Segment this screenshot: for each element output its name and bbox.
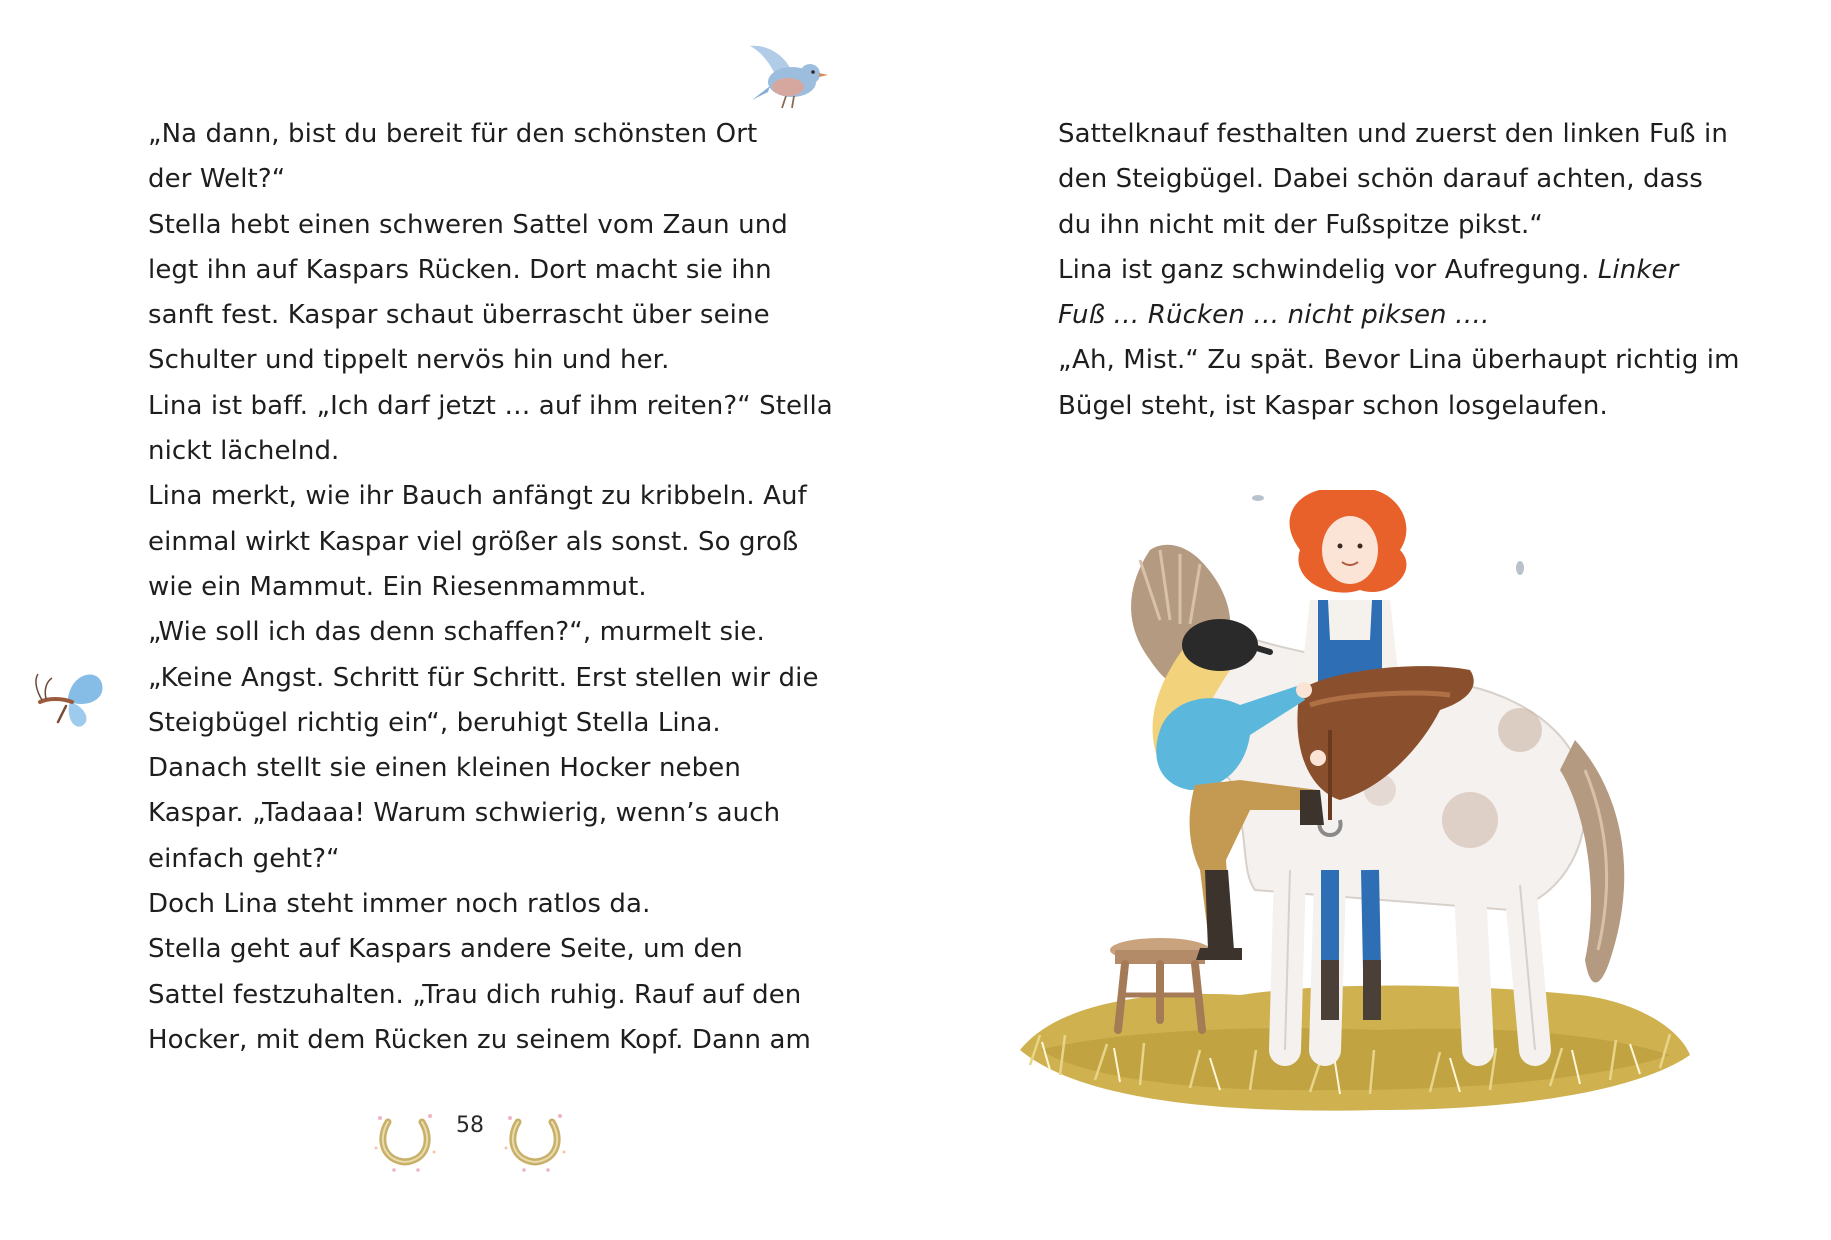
text-line: Stella hebt einen schweren Sattel vom Zaun und xyxy=(148,209,788,240)
text-line: Schulter und tippelt nervös hin und her. xyxy=(148,345,670,376)
left-page-text xyxy=(148,112,833,1063)
text-line: legt ihn auf Kaspars Rücken. Dort macht sie ihn xyxy=(148,254,772,285)
text-line: einmal wirkt Kaspar viel größer als sonst. So groß xyxy=(148,526,799,557)
text-line: Sattelknauf festhalten und zuerst den linken Fuß in xyxy=(1058,119,1728,149)
text-line: Lina merkt, wie ihr Bauch anfängt zu kribbeln. Auf xyxy=(148,481,807,512)
text-line: Doch Lina steht immer noch ratlos da. xyxy=(148,889,651,920)
text-line: Sattel festzuhalten. „Trau dich ruhig. Rauf auf den xyxy=(148,979,802,1010)
text-line: „Wie soll ich das denn schaffen?“, murmelt sie. xyxy=(148,617,765,648)
page-number: 58 xyxy=(456,1113,484,1138)
text-line: „Keine Angst. Schritt für Schritt. Erst stellen wir die xyxy=(148,662,819,693)
bird-icon xyxy=(740,38,836,118)
text-line: wie ein Mammut. Ein Riesenmammut. xyxy=(148,571,647,602)
text-line-italic: Fuß … Rücken … nicht piksen …. xyxy=(1058,300,1490,331)
text-line: einfach geht?“ xyxy=(148,843,340,874)
butterfly-icon xyxy=(28,662,112,732)
text-line-italic: Linker xyxy=(1597,254,1679,285)
text-line: Stella geht auf Kaspars andere Seite, um den xyxy=(148,934,743,965)
horseshoe-icon xyxy=(502,1108,568,1174)
text-line: nickt lächelnd. xyxy=(148,436,340,467)
text-line: Kaspar. „Tadaaa! Warum schwierig, wenn’s auch xyxy=(148,798,781,829)
right-page xyxy=(915,0,1831,1240)
left-page xyxy=(0,0,915,1240)
text-line: den Steigbügel. Dabei schön darauf achten, dass xyxy=(1058,164,1703,195)
text-line: der Welt?“ xyxy=(148,164,286,195)
right-page-text xyxy=(1058,112,1740,429)
text-line: Steigbügel richtig ein“, beruhigt Stella Lina. xyxy=(148,707,721,738)
text-line: Lina ist baff. „Ich darf jetzt … auf ihm reiten?“ Stella xyxy=(148,390,833,421)
text-line: sanft fest. Kaspar schaut überrascht über seine xyxy=(148,300,770,331)
text-line: Danach stellt sie einen kleinen Hocker neben xyxy=(148,753,741,784)
text-line: Hocker, mit dem Rücken zu seinem Kopf. Dann am xyxy=(148,1024,811,1055)
pony-saddling-illustration xyxy=(1000,490,1700,1130)
text-line: Bügel steht, ist Kaspar schon losgelaufen. xyxy=(1058,390,1608,421)
horseshoe-icon xyxy=(372,1108,438,1174)
text-line: „Ah, Mist.“ Zu spät. Bevor Lina überhaupt richtig im xyxy=(1058,345,1740,376)
text-line: du ihn nicht mit der Fußspitze pikst.“ xyxy=(1058,209,1543,240)
text-line-normal: Lina ist ganz schwindelig vor Aufregung. xyxy=(1058,254,1598,285)
text-line: „Na dann, bist du bereit für den schönsten Ort xyxy=(148,119,758,149)
text-line xyxy=(1058,248,1740,293)
